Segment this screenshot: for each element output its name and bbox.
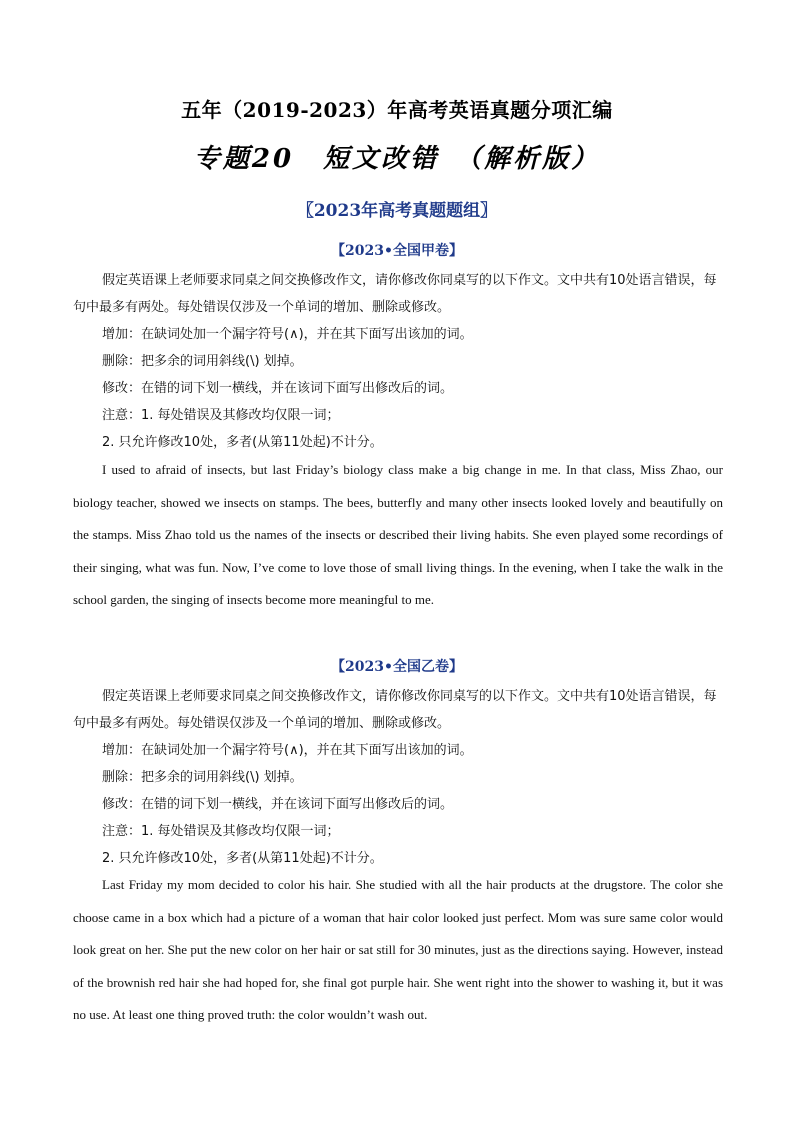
section-instructions-jia [73,267,723,456]
instruction-note-2: 2. 只允许修改10处，多者(从第11处起)不计分。 [102,435,383,450]
passage-yi: Last Friday my mom decided to color his hair. She studied with all the hair products at the drugstore. The color she choose came in a box which had a picture of a woman that hair color looked just perfect. Mom was sure same color would look great on her. She put the new color on her hair or sat still for 30 minutes, just as the directions saying. However, instead of the brownish red hair she had hoped for, she final got purple hair. She went right into the shower to washing it, but it was no use. At least one thing proved truth: the color wouldn’t wash out. [73,877,723,1022]
passage-jia: I used to afraid of insects, but last Friday’s biology class make a big change in me. In that class, Miss Zhao, our biology teacher, showed we insects on stamps. The bees, butterfly and many other insects looked lovely and beautifully on the stamps. Miss Zhao told us the names of the insects or described their living habits. She even played some recordings of their singing, what was fun. Now, I’ve come to love those of small living things. In the evening, when I take the walk in the school garden, the singing of insects become more meaningful to me. [73,462,723,607]
instruction-intro: 假定英语课上老师要求同桌之间交换修改作文，请你修改你同桌写的以下作文。文中共有10处语言错误，每句中最多有两处。每处错误仅涉及一个单词的增加、删除或修改。 [73,273,717,315]
instruction-modify: 修改：在错的词下划一横线，并在该词下面写出修改后的词。 [102,797,454,812]
instruction-note-1: 注意：1. 每处错误及其修改均仅限一词； [102,408,340,423]
group-title: 〖2023年高考真题题组〗 [296,201,498,221]
instruction-modify: 修改：在错的词下划一横线，并在该词下面写出修改后的词。 [102,381,454,396]
document-title: 五年（2019-2023）年高考英语真题分项汇编 [181,98,613,122]
instruction-add: 增加：在缺词处加一个漏字符号(∧)，并在其下面写出该加的词。 [102,327,473,342]
instruction-note-1: 注意：1. 每处错误及其修改均仅限一词； [102,824,340,839]
section-instructions-yi [73,683,723,872]
document-subtitle: 专题20 短文改错 （解析版） [193,144,601,174]
section-heading-jia: 【2023•全国甲卷】 [331,243,463,259]
instruction-delete: 删除：把多余的词用斜线(\) 划掉。 [102,770,303,785]
instruction-add: 增加：在缺词处加一个漏字符号(∧)，并在其下面写出该加的词。 [102,743,473,758]
section-heading-yi: 【2023•全国乙卷】 [331,659,463,675]
instruction-intro: 假定英语课上老师要求同桌之间交换修改作文，请你修改你同桌写的以下作文。文中共有10处语言错误，每句中最多有两处。每处错误仅涉及一个单词的增加、删除或修改。 [73,689,717,731]
instruction-note-2: 2. 只允许修改10处，多者(从第11处起)不计分。 [102,851,383,866]
instruction-delete: 删除：把多余的词用斜线(\) 划掉。 [102,354,303,369]
